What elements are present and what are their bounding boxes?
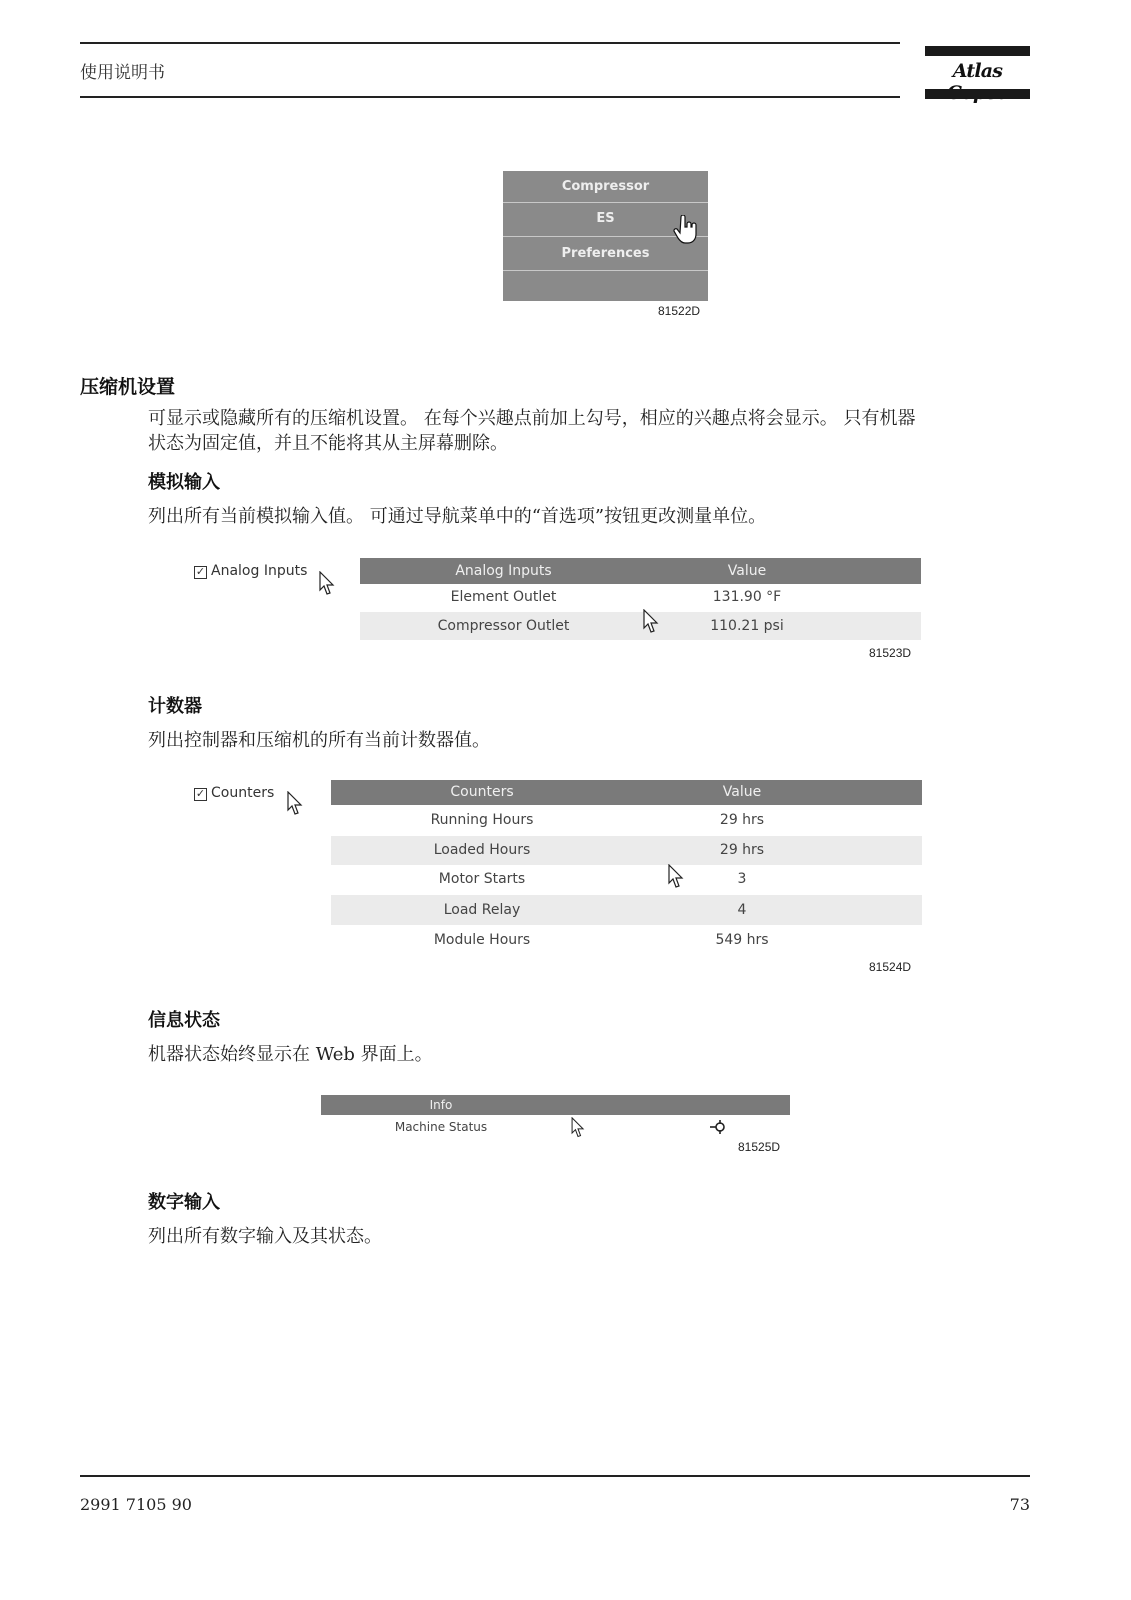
header-rule-top [80,42,900,44]
mouse-cursor-icon [287,791,303,817]
footer-rule [80,1475,1030,1477]
subsection-title-digital-inputs: 数字输入 [148,1192,220,1213]
mouse-cursor-icon [571,1117,585,1139]
mouse-cursor-icon [668,864,684,890]
column-header-name: Analog Inputs [455,563,552,579]
figure-id-analog: 81523D [869,646,912,660]
row-label: Machine Status [394,1120,488,1134]
column-header-value: Value [722,784,762,800]
row-label: Compressor Outlet [437,618,570,634]
column-header-info: Info [429,1098,453,1112]
analog-inputs-table [360,558,921,640]
menu-item-compressor[interactable]: Compressor [561,179,650,194]
row-label: Loaded Hours [433,842,531,858]
row-label: Element Outlet [450,589,557,605]
table-row [331,895,922,925]
subsection-title-analog-inputs: 模拟输入 [148,472,220,493]
page-number: 73 [1009,1495,1030,1514]
subsection-title-counters: 计数器 [148,696,202,717]
header-rule-bottom [80,96,900,98]
analog-inputs-checkbox-label: Analog Inputs [211,563,308,579]
section-title-compressor-settings: 压缩机设置 [80,376,176,398]
table-header [331,780,922,805]
digital-inputs-description: 列出所有数字输入及其状态。 [148,1226,382,1247]
table-row [331,836,922,865]
document-type-title: 使用说明书 [80,63,165,83]
counters-checkbox-label: Counters [211,785,275,801]
document-number: 2991 7105 90 [80,1495,192,1514]
table-row [331,925,922,955]
row-value: 549 hrs [715,932,769,948]
counters-checkbox[interactable] [194,785,274,801]
table-row [360,584,921,611]
row-label: Module Hours [433,932,531,948]
machine-status-icon [709,1119,727,1135]
row-label: Running Hours [430,812,534,828]
mouse-cursor-icon [643,609,659,635]
row-label: Motor Starts [438,871,526,887]
subsection-title-info-status: 信息状态 [148,1010,220,1031]
column-header-value: Value [727,563,767,579]
table-row [331,865,922,894]
checkbox-checked-icon: ✓ [195,565,206,578]
row-value: 131.90 °F [712,589,782,605]
figure-id-info: 81525D [738,1140,781,1154]
section-intro-line-2: 状态为固定值，并且不能将其从主屏幕删除。 [148,433,508,454]
row-value: 4 [737,902,747,918]
checkbox-checked-icon: ✓ [195,787,206,800]
table-row [331,805,922,835]
table-header [360,558,921,584]
figure-id-counters: 81524D [869,960,912,974]
info-status-description: 机器状态始终显示在 Web 界面上。 [148,1044,433,1065]
row-value: 3 [737,871,747,887]
analog-inputs-description: 列出所有当前模拟输入值。 可通过导航菜单中的“首选项”按钮更改测量单位。 [148,506,767,527]
figure-id-menu: 81522D [658,304,701,318]
menu-item-preferences[interactable]: Preferences [561,246,650,261]
table-row [360,612,921,640]
menu-item-es[interactable]: ES [596,211,615,226]
mouse-cursor-icon [319,571,335,597]
counters-description: 列出控制器和压缩机的所有当前计数器值。 [148,730,490,751]
table-header [321,1095,790,1115]
row-label: Load Relay [443,902,521,918]
row-value: 29 hrs [719,842,765,858]
column-header-name: Counters [450,784,514,800]
row-value: 29 hrs [719,812,765,828]
atlas-copco-logo: Atlas [925,46,1030,99]
section-intro-line-1: 可显示或隐藏所有的压缩机设置。 在每个兴趣点前加上勾号，相应的兴趣点将会显示。 只有机器 [148,408,916,429]
analog-inputs-checkbox[interactable] [194,563,307,579]
row-value: 110.21 psi [710,618,784,634]
hand-pointer-icon [673,215,699,247]
navigation-menu-screenshot [503,171,708,301]
counters-table [331,780,922,955]
